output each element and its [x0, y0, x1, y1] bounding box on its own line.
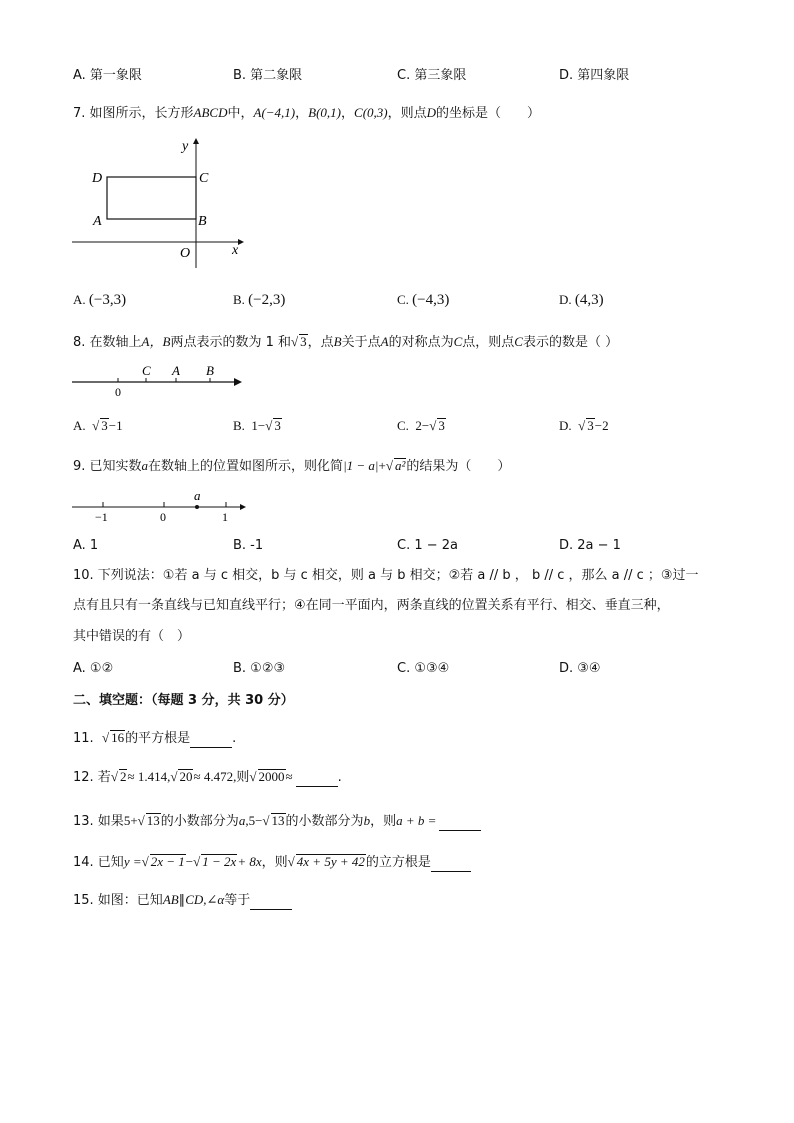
answer-blank[interactable]: [439, 816, 481, 831]
q10-option-b: B. ①②③: [233, 661, 286, 676]
q12: 12. 若√ 2≈ 1.414,√ 20≈ 4.472,则√ 2000≈ .: [73, 769, 342, 785]
point-a: [195, 505, 199, 509]
x-axis-arrow: [238, 239, 244, 245]
q10-option-c: C. ①③④: [397, 661, 450, 676]
answer-blank[interactable]: [431, 857, 471, 872]
q6-option-d: D. 第四象限: [559, 68, 630, 83]
q10-line-2: 点有且只有一条直线与已知直线平行；④在同一平面内，两条直线的位置关系有平行、相交、垂直三种，: [73, 598, 670, 613]
q8-stem: 8. 在数轴上A，B两点表示的数为 1 和√ 3，点B关于点A的对称点为C点，则点C表示的数是（ ）: [73, 334, 619, 350]
label-y: y: [182, 139, 189, 154]
q9-option-d: D. 2a − 1: [559, 538, 621, 553]
q6-option-b: B. 第二象限: [233, 68, 303, 83]
q6-option-c: C. 第三象限: [397, 68, 467, 83]
section-2-heading: 二、填空题：（每题 3 分，共 30 分）: [73, 693, 294, 708]
label-minus-one: −1: [95, 510, 108, 524]
q9-number-line: [70, 488, 250, 528]
label-d: D: [92, 171, 103, 186]
label-zero: 0: [160, 510, 166, 524]
q7-coordinate-figure: [70, 136, 250, 271]
q9-stem: 9. 已知实数a在数轴上的位置如图所示，则化简|1 − a|+√ a²的结果为（ ）: [73, 458, 511, 474]
q11: 11. √ 16的平方根是 .: [73, 730, 237, 746]
q8-option-d: D. √ 3−2: [559, 418, 609, 433]
q14: 14. 已知y =√ 2x − 1−√ 1 − 2x+ 8x，则√ 4x + 5y + 42的立方根是: [73, 853, 471, 872]
label-c: C: [199, 171, 209, 186]
number-line-arrow: [240, 504, 246, 510]
label-b: B: [198, 214, 207, 229]
q10-line-1: 10. 下列说法：①若 a 与 c 相交，b 与 c 相交，则 a 与 b 相交；②若 a // b ， b // c ，那么 a // c ；③过一: [73, 568, 699, 583]
q7-option-a: A. (−3,3): [73, 292, 127, 308]
q6-option-a: A. 第一象限: [73, 68, 142, 83]
q10-option-d: D. ③④: [559, 661, 601, 676]
q7-stem: 7. 如图所示，长方形ABCD中，A(−4,1)，B(0,1)，C(0,3)，则点D的坐标是（ ）: [73, 105, 541, 121]
q9-option-a: A. 1: [73, 538, 99, 553]
q9-option-b: B. -1: [233, 538, 264, 553]
q13: 13. 如果5+√ 13的小数部分为a,5−√ 13的小数部分为b，则a + b =: [73, 812, 481, 831]
label-o: O: [180, 246, 191, 261]
answer-blank[interactable]: [250, 895, 292, 910]
label-a: A: [172, 363, 180, 378]
answer-blank[interactable]: [190, 733, 232, 748]
q7-option-b: B. (−2,3): [233, 292, 286, 308]
q9-option-c: C. 1 − 2a: [397, 538, 459, 553]
number-line-arrow: [234, 378, 242, 386]
rectangle-abcd: [107, 177, 196, 219]
q8-number-line: [70, 362, 250, 402]
answer-blank[interactable]: [296, 772, 338, 787]
q7-option-d: D. (4,3): [559, 292, 604, 308]
label-x: x: [232, 243, 239, 258]
label-one: 1: [222, 510, 228, 524]
q10-line-3: 其中错误的有（ ）: [73, 629, 191, 644]
q8-option-a: A. √ 3−1: [73, 418, 123, 433]
label-b: B: [206, 363, 214, 378]
q7-option-c: C. (−4,3): [397, 292, 450, 308]
y-axis-arrow: [193, 138, 199, 144]
label-zero: 0: [115, 385, 121, 399]
q8-option-b: B. 1−√ 3: [233, 418, 281, 433]
q10-option-a: A. ①②: [73, 661, 114, 676]
label-a: a: [194, 488, 201, 503]
label-c: C: [142, 363, 151, 378]
label-a: A: [93, 214, 102, 229]
q8-option-c: C. 2−√ 3: [397, 418, 445, 433]
q15: 15. 如图：已知AB∥CD,∠α等于: [73, 891, 292, 910]
